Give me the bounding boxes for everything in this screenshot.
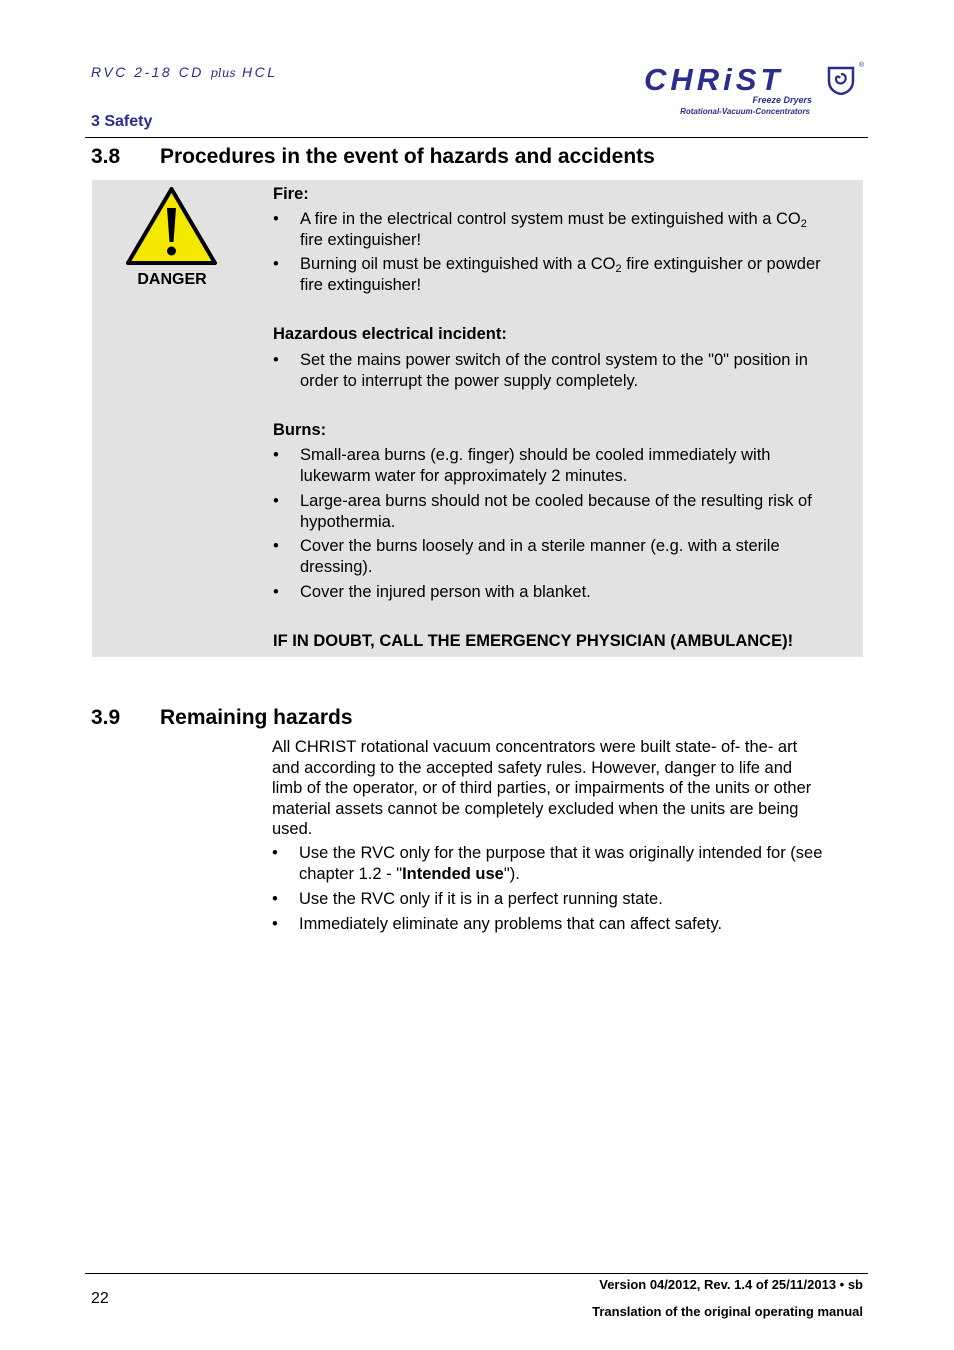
warning-triangle-icon xyxy=(125,186,218,266)
fire-b2-text-cont: fire extinguisher! xyxy=(300,275,422,294)
translation-note: Translation of the original operating manual xyxy=(592,1304,863,1319)
intended-use-ref: Intended use xyxy=(402,864,504,883)
danger-label: DANGER xyxy=(137,271,207,288)
list-item xyxy=(273,445,863,487)
bullet: • xyxy=(273,537,279,555)
burns-b2-l1: Large-area burns should not be cooled because of the resulting risk of xyxy=(300,492,812,510)
list-item xyxy=(273,536,863,578)
list-item xyxy=(273,350,863,392)
bullet: • xyxy=(273,583,279,601)
paragraph-line: All CHRIST rotational vacuum concentrators were built state- of- the- art xyxy=(272,738,798,756)
header-rule xyxy=(85,137,868,138)
logo-wordmark: CHRiST xyxy=(644,62,784,97)
bullet: • xyxy=(273,351,279,369)
logo-emblem-icon xyxy=(826,65,856,95)
hazards-b1-l1: Use the RVC only for the purpose that it was originally intended for (see xyxy=(299,844,823,862)
hazards-b2: Use the RVC only if it is in a perfect running state. xyxy=(299,890,663,908)
section-tag: 3 Safety xyxy=(91,113,153,130)
elec-b1-l1: Set the mains power switch of the control system to the "0" position in xyxy=(300,351,808,369)
bullet: • xyxy=(273,446,279,464)
burns-b3-l2: dressing). xyxy=(300,557,373,576)
fire-b2-text: Burning oil must be extinguished with a CO xyxy=(300,255,616,273)
bullet: • xyxy=(273,492,279,510)
bullet: • xyxy=(272,844,278,862)
electrical-heading: Hazardous electrical incident: xyxy=(273,325,507,343)
burns-heading: Burns: xyxy=(273,421,327,439)
model-main: RVC 2-18 CD xyxy=(91,64,204,80)
list-item xyxy=(273,209,863,251)
paragraph-line: used. xyxy=(272,820,313,838)
hazards-b1-l2: chapter 1.2 - " xyxy=(299,864,403,883)
fire-b1-text-cont: fire extinguisher! xyxy=(300,230,422,249)
model-plus: plus xyxy=(210,66,236,80)
list-item xyxy=(272,843,867,885)
paragraph-line: material assets cannot be completely excluded when the units are being xyxy=(272,799,799,818)
burns-b1-l1: Small-area burns (e.g. finger) should be cooled immediately with xyxy=(300,446,771,464)
fire-b2-text-mid: fire extinguisher or powder xyxy=(621,255,821,273)
elec-b1-l2: order to interrupt the power supply completely. xyxy=(300,371,639,390)
footer-rule xyxy=(85,1273,868,1274)
section-title: Remaining hazards xyxy=(160,706,353,729)
version-info: Version 04/2012, Rev. 1.4 of 25/11/2013 • sb xyxy=(599,1277,863,1292)
hazards-b3: Immediately eliminate any problems that can affect safety. xyxy=(299,915,723,933)
list-item xyxy=(272,889,867,911)
logo-line-freeze-dryers: Freeze Dryers xyxy=(752,95,812,105)
fire-heading: Fire: xyxy=(273,185,309,203)
bullet: • xyxy=(272,890,278,908)
list-item xyxy=(272,914,867,936)
model-tail: HCL xyxy=(242,64,278,80)
fire-b1-text: A fire in the electrical control system must be extinguished with a CO xyxy=(300,210,801,228)
logo-registered: ® xyxy=(858,62,864,69)
section-number: 3.8 xyxy=(91,145,121,168)
burns-b1-l2: lukewarm water for approximately 2 minutes. xyxy=(300,466,628,485)
list-item xyxy=(273,254,863,296)
list-item xyxy=(273,582,863,604)
logo-line-rvc: Rotational-Vacuum-Concentrators xyxy=(680,107,810,116)
bullet: • xyxy=(273,255,279,273)
bullet: • xyxy=(273,210,279,228)
page-number: 22 xyxy=(91,1290,109,1307)
model-name xyxy=(91,64,278,80)
emergency-notice: IF IN DOUBT, CALL THE EMERGENCY PHYSICIAN (AMBULANCE)! xyxy=(273,632,794,650)
subscript-2: 2 xyxy=(615,263,622,275)
subscript-2: 2 xyxy=(800,218,807,230)
paragraph-line: and according to the accepted safety rules. However, danger to life and xyxy=(272,758,793,777)
section-3-9-heading xyxy=(91,706,871,734)
paragraph-line: limb of the operator, or of third parties, or impairments of the units or other xyxy=(272,779,812,797)
section-3-8-heading xyxy=(91,145,871,173)
burns-b3-l1: Cover the burns loosely and in a sterile manner (e.g. with a sterile xyxy=(300,537,780,555)
burns-b4: Cover the injured person with a blanket. xyxy=(300,583,591,601)
list-item xyxy=(273,491,863,533)
bullet: • xyxy=(272,915,278,933)
burns-b2-l2: hypothermia. xyxy=(300,512,396,531)
section-number: 3.9 xyxy=(91,706,121,729)
section-title: Procedures in the event of hazards and accidents xyxy=(160,145,655,168)
christ-logo xyxy=(644,64,866,118)
hazards-b1-l2-end: "). xyxy=(503,864,520,883)
